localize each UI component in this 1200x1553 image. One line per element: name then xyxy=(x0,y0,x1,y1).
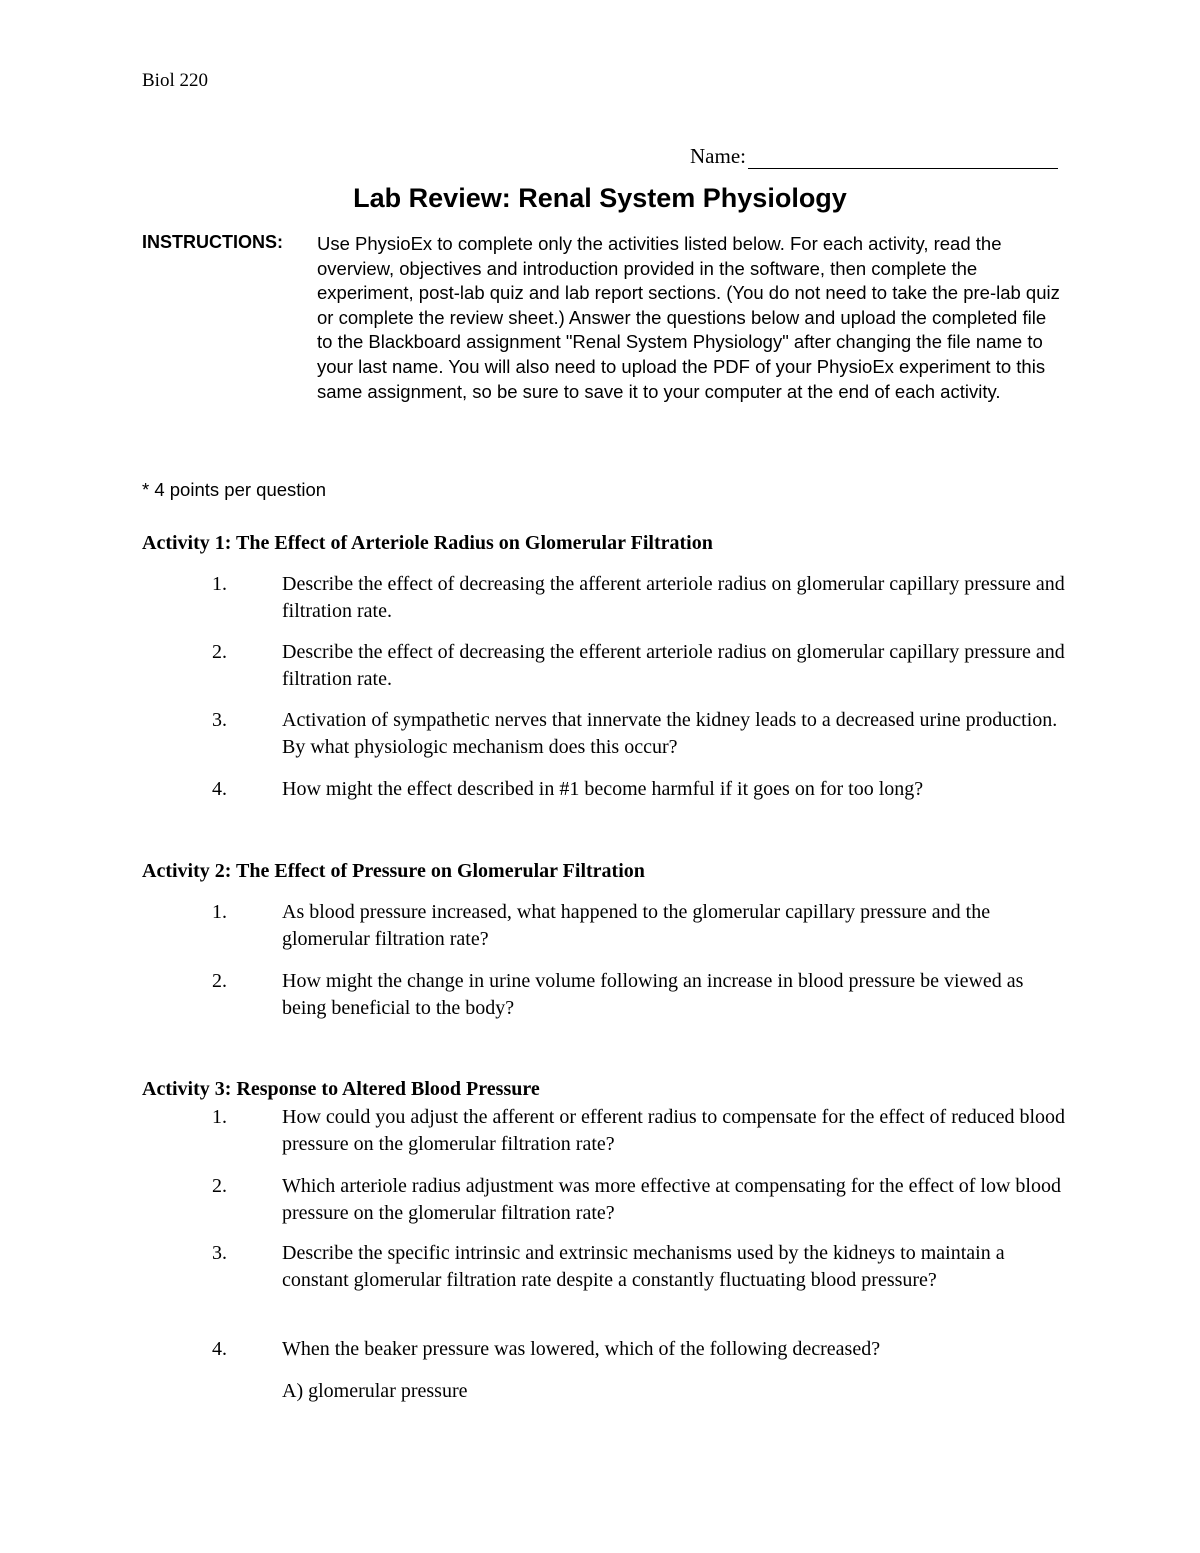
points-note: * 4 points per question xyxy=(142,479,327,500)
activity-2-heading: Activity 2: The Effect of Pressure on Glomerular Filtration xyxy=(142,860,645,882)
question-number: 4. xyxy=(212,778,227,800)
question-text: When the beaker pressure was lowered, which of the following decreased? xyxy=(282,1338,881,1360)
name-label: Name: xyxy=(690,144,746,168)
question-number: 3. xyxy=(212,1242,227,1264)
activity-1-heading: Activity 1: The Effect of Arteriole Radius on Glomerular Filtration xyxy=(142,532,713,554)
question-text: How could you adjust the afferent or efferent radius to compensate for the effect of reduced blood pressure on the glomerular filtration rate? xyxy=(282,1106,1066,1155)
name-blank-line xyxy=(748,146,1058,169)
question-number: 1. xyxy=(212,573,227,595)
name-field xyxy=(690,144,1058,169)
question-number: 1. xyxy=(212,901,227,923)
instructions-label: INSTRUCTIONS: xyxy=(142,232,283,252)
question-number: 2. xyxy=(212,641,227,663)
question-number: 2. xyxy=(212,1175,227,1197)
question-text: As blood pressure increased, what happened to the glomerular capillary pressure and the glomerular filtration rate? xyxy=(282,901,991,950)
question-number: 2. xyxy=(212,970,227,992)
question-number: 3. xyxy=(212,709,227,731)
question-text: Describe the effect of decreasing the efferent arteriole radius on glomerular capillary pressure and filtration rate. xyxy=(282,641,1065,690)
question-text: How might the effect described in #1 become harmful if it goes on for too long? xyxy=(282,778,924,800)
answer-option: A) glomerular pressure xyxy=(282,1380,468,1402)
instructions-text: Use PhysioEx to complete only the activities listed below. For each activity, read the overview, objectives and introduction provided in the software, then complete the experiment, post-lab quiz and lab report sections. (You do not need to take the pre-lab quiz or complete the review sheet.) Answer the questions below and upload the completed file to the Blackboard assignment "Renal System Physiology" after changing the file name to your last name. You will also need to upload the PDF of your PhysioEx experiment to this same assignment, so be sure to save it to your computer at the end of each activity. xyxy=(317,233,1060,402)
page-title: Lab Review: Renal System Physiology xyxy=(353,183,847,213)
question-text: Describe the specific intrinsic and extrinsic mechanisms used by the kidneys to maintain a constant glomerular filtration rate despite a constantly fluctuating blood pressure? xyxy=(282,1242,1005,1291)
question-text: Activation of sympathetic nerves that innervate the kidney leads to a decreased urine production. By what physiologic mechanism does this occur? xyxy=(282,709,1058,758)
question-text: Describe the effect of decreasing the afferent arteriole radius on glomerular capillary pressure and filtration rate. xyxy=(282,573,1065,622)
question-number: 1. xyxy=(212,1106,227,1128)
question-number: 4. xyxy=(212,1338,227,1360)
question-text: Which arteriole radius adjustment was more effective at compensating for the effect of low blood pressure on the glomerular filtration rate? xyxy=(282,1175,1061,1224)
activity-3-heading: Activity 3: Response to Altered Blood Pressure xyxy=(142,1078,540,1100)
question-text: How might the change in urine volume following an increase in blood pressure be viewed as being beneficial to the body? xyxy=(282,970,1024,1019)
course-label: Biol 220 xyxy=(142,70,208,91)
